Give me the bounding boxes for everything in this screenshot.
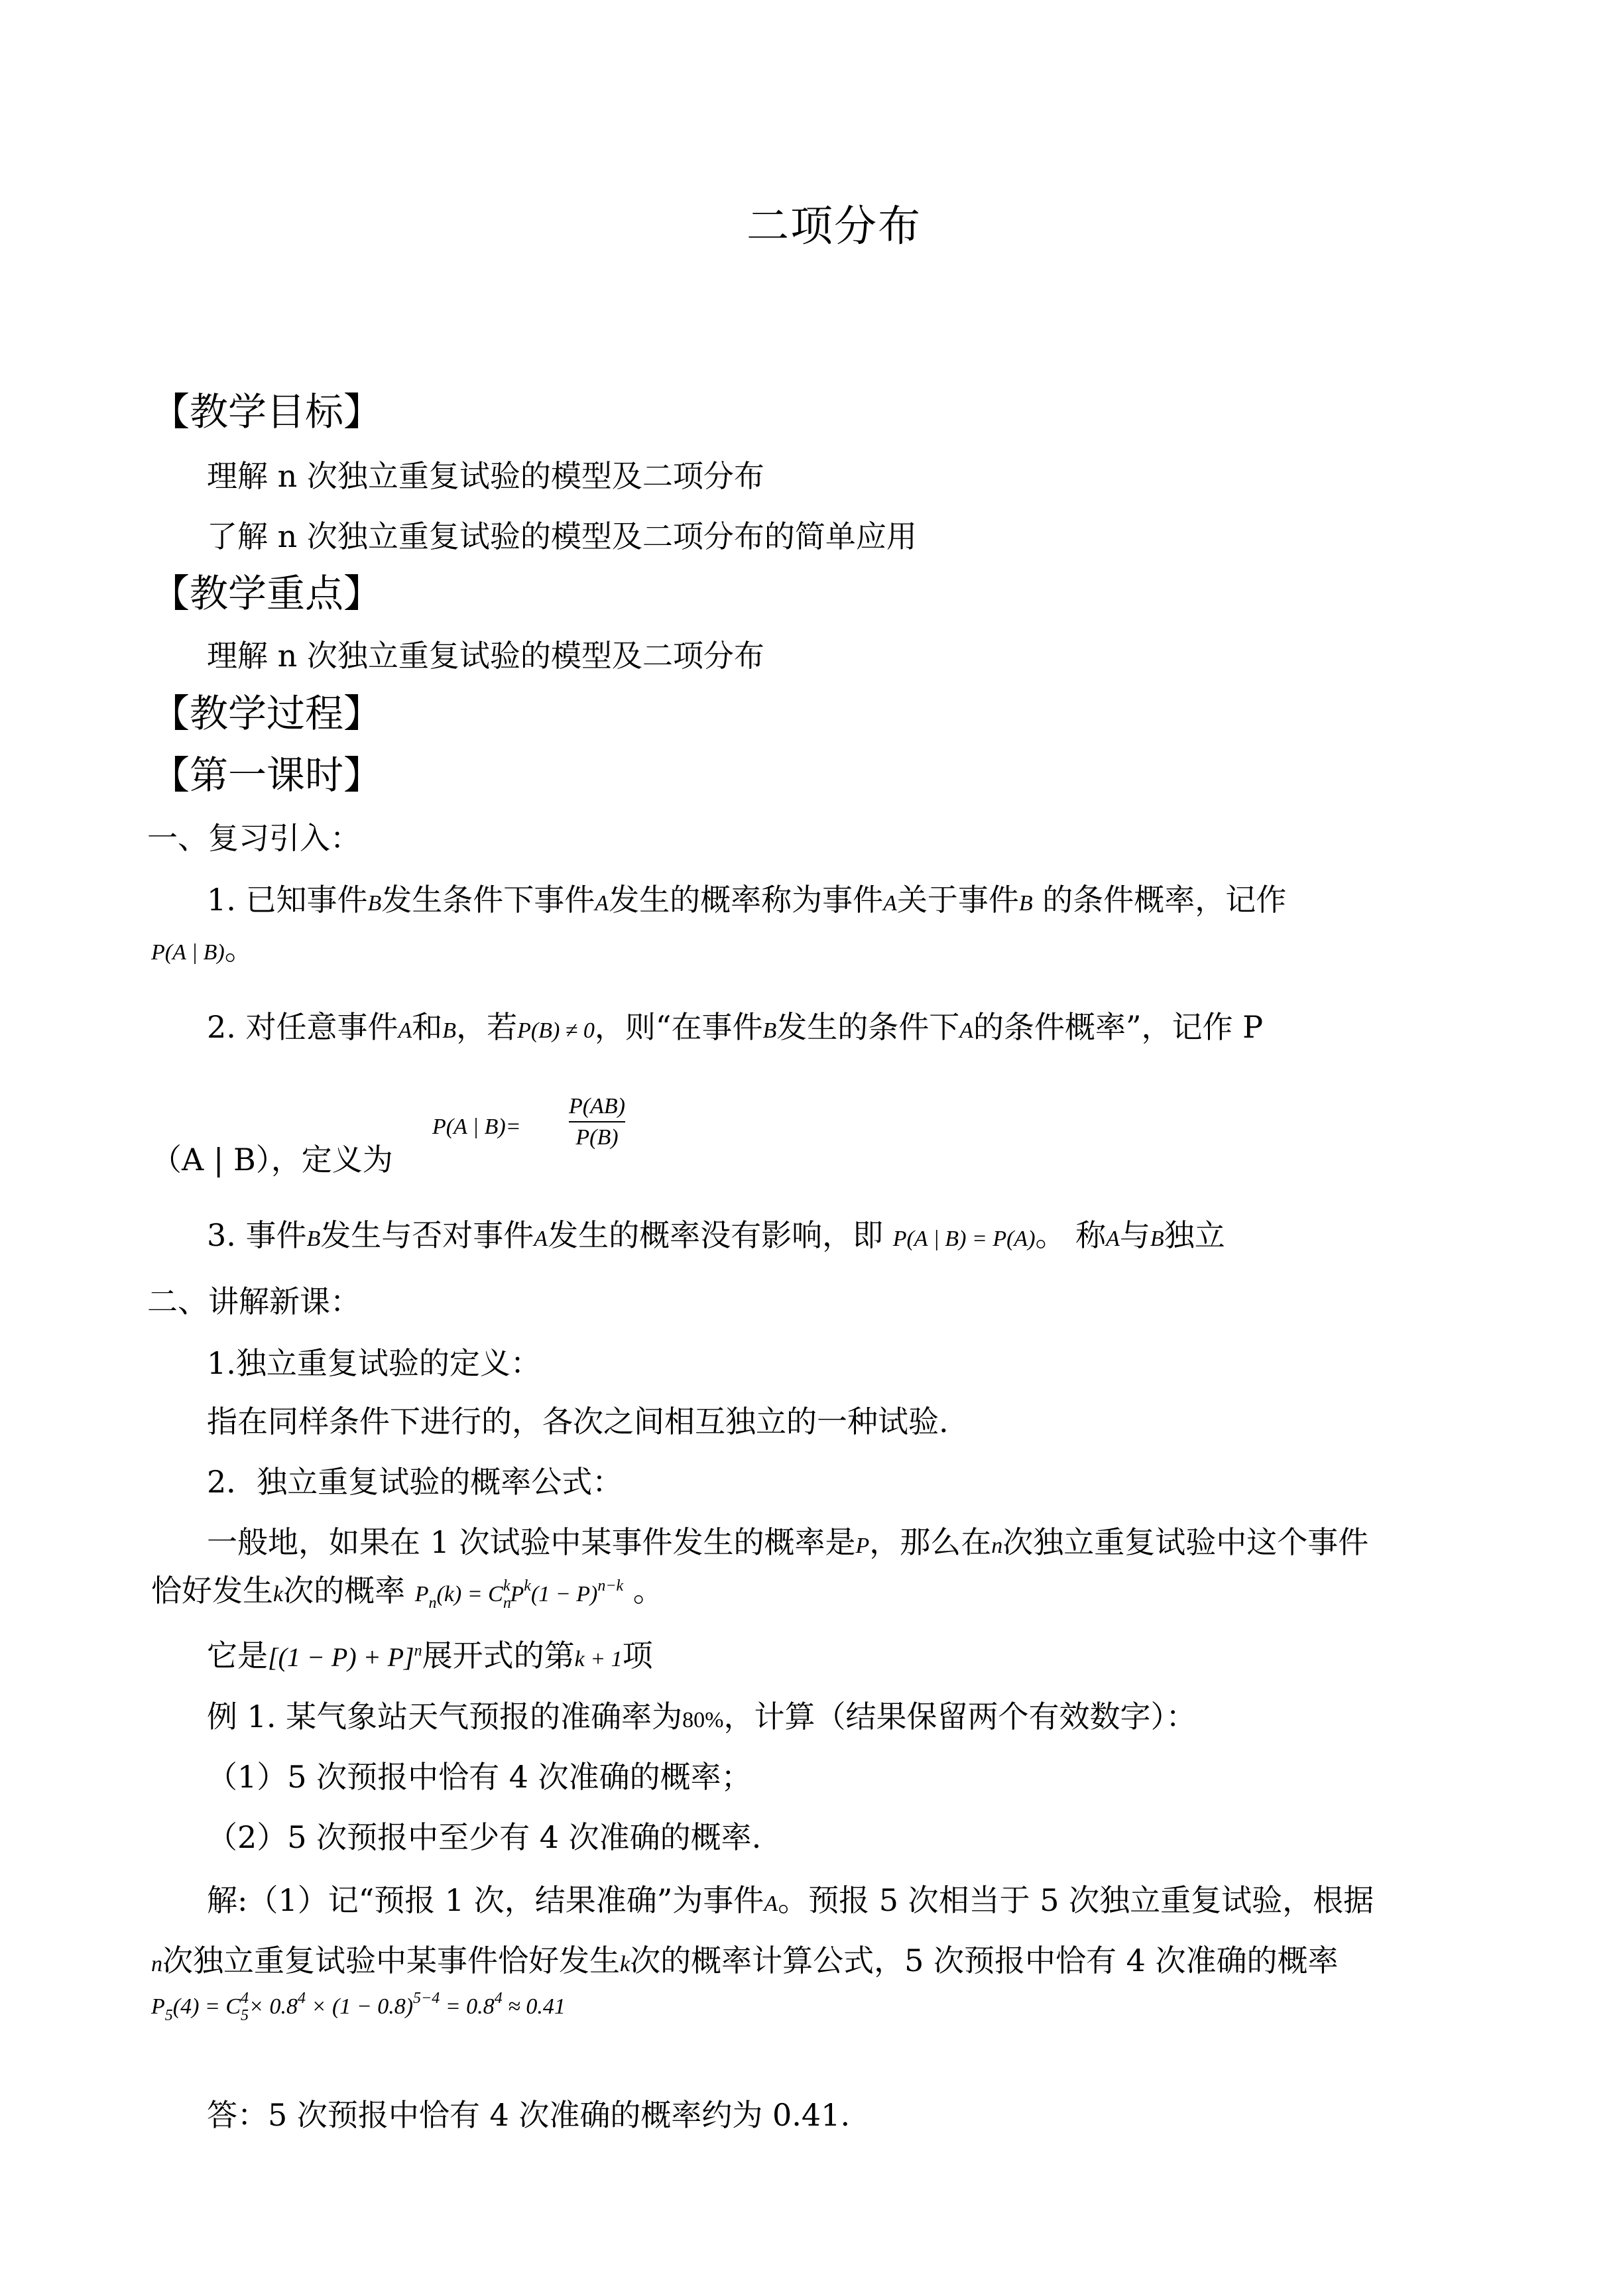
- binomial-probability-formula: $P_n(k) = C_n^kP^k(1 - P)^{n-k}$: [414, 1577, 624, 1612]
- definition-heading: 1.独立重复试验的定义：: [207, 1345, 541, 1381]
- example-question-1: （1）5 次预报中恰有 4 次准确的概率；: [207, 1759, 752, 1795]
- example-intro: 例 1. 某气象站天气预报的准确率为80%，计算（结果保留两个有效数字）：: [207, 1699, 1197, 1734]
- solution-formula: $P_5(4) = C_5^4\times 0.8^4 \times (1 - 0.8)^{5-4} = 0.8^4 \approx 0.41$: [151, 1990, 566, 2024]
- conditional-probability-formula: P(A | B): [151, 940, 225, 965]
- formula-text-line-2: 恰好发生k次的概率 $P_n(k) = C_n^kP^k(1 - P)^{n-k}$ 。: [151, 1573, 664, 1612]
- review-heading: 一、复习引入：: [147, 820, 361, 856]
- definition-fraction: P(AB) P(B): [569, 1094, 625, 1150]
- review-item-1: 1. 已知事件B发生条件下事件A发生的概率称为事件A关于事件B 的条件概率，记作: [207, 882, 1287, 918]
- review-item-3: 3. 事件B发生与否对事件A发生的概率没有影响，即 P(A | B) = P(A)。 称A与B独立: [207, 1217, 1225, 1253]
- page-title: 二项分布: [747, 202, 922, 251]
- definition-lhs: P(A | B)=: [432, 1115, 521, 1139]
- focus-1: 理解 n 次独立重复试验的模型及二项分布: [207, 638, 764, 674]
- answer-line: 答：5 次预报中恰有 4 次准确的概率约为 0.41.: [207, 2097, 851, 2133]
- review-item-1-formula-line: P(A | B)。: [151, 931, 255, 967]
- focus-heading: 【教学重点】: [151, 571, 383, 616]
- definition-text: 指在同样条件下进行的，各次之间相互独立的一种试验.: [207, 1404, 949, 1439]
- solution-line-2: n次独立重复试验中某事件恰好发生k次的概率计算公式，5 次预报中恰有 4 次准确的概率: [151, 1943, 1339, 1978]
- example-question-2: （2）5 次预报中至少有 4 次准确的概率.: [207, 1819, 762, 1855]
- lesson-heading: 【第一课时】: [151, 753, 383, 798]
- independence-formula: P(A | B) = P(A): [892, 1227, 1036, 1251]
- goal-1: 理解 n 次独立重复试验的模型及二项分布: [207, 458, 764, 494]
- process-heading: 【教学过程】: [151, 691, 383, 736]
- review-item-2: 2. 对任意事件A和B，若P(B) ≠ 0，则“在事件B发生的条件下A的条件概率”，记作 P: [207, 1009, 1264, 1045]
- goals-heading: 【教学目标】: [151, 389, 383, 434]
- solution-line-1: 解:（1）记“预报 1 次，结果准确”为事件A。预报 5 次相当于 5 次独立重复试验，根据: [207, 1882, 1374, 1918]
- goal-2: 了解 n 次独立重复试验的模型及二项分布的简单应用: [207, 518, 917, 554]
- binomial-expansion-line: 它是$[(1 - P) + P]^n$展开式的第k + 1项: [207, 1638, 653, 1673]
- review-item-2-definition: （A | B），定义为: [151, 1142, 393, 1178]
- formula-heading: 2．独立重复试验的概率公式：: [207, 1464, 623, 1500]
- binomial-expansion-formula: $[(1 - P) + P]^n$: [268, 1642, 422, 1672]
- new-lesson-heading: 二、讲解新课：: [147, 1284, 361, 1319]
- formula-text-line-1: 一般地，如果在 1 次试验中某事件发生的概率是P，那么在n次独立重复试验中这个事件: [207, 1524, 1369, 1560]
